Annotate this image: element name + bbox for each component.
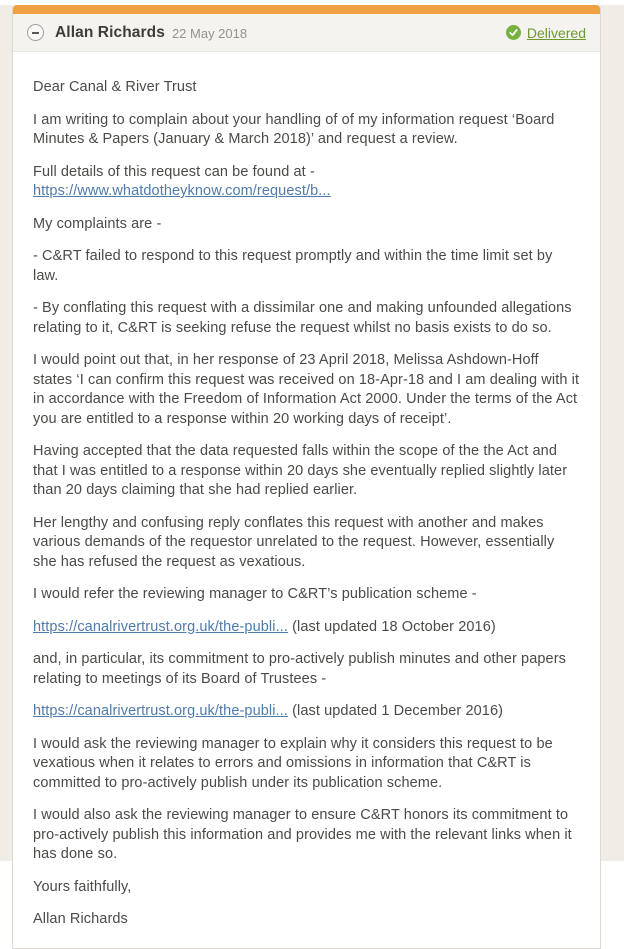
letter-paragraph bbox=[33, 111, 580, 150]
delivered-status-link[interactable]: Delivered bbox=[526, 24, 586, 41]
letter-paragraph bbox=[33, 514, 580, 573]
letter-text: - C&RT failed to respond to this request promptly and within the time limit set by law. bbox=[33, 248, 553, 284]
letter-paragraph bbox=[33, 585, 580, 605]
message-date: 22 May 2018 bbox=[171, 26, 248, 41]
letter-paragraph bbox=[33, 806, 580, 865]
letter-text: Yours faithfully, bbox=[33, 878, 132, 895]
letter-paragraph bbox=[33, 910, 580, 930]
letter-link[interactable]: https://canalrivertrust.org.uk/the-publi... bbox=[33, 618, 288, 635]
letter-paragraph bbox=[33, 618, 580, 638]
letter-paragraph bbox=[33, 702, 580, 722]
collapse-message-button[interactable] bbox=[27, 24, 44, 41]
letter-paragraph bbox=[33, 78, 580, 98]
letter-paragraph bbox=[33, 299, 580, 338]
message-accent-bar bbox=[13, 5, 600, 14]
letter-paragraph bbox=[33, 878, 580, 898]
letter-text: - By conflating this request with a dissimilar one and making unfounded allegations relating to it, C&RT is seeking refuse the request whilst no basis exists to do so. bbox=[33, 300, 572, 336]
minus-circle-icon bbox=[32, 32, 39, 34]
letter-text: I would refer the reviewing manager to C&RT’s publication scheme - bbox=[33, 586, 477, 602]
letter-text: Having accepted that the data requested falls within the scope of the the Act and that I was entitled to a response within 20 days she eventually replied slightly later than 20 days claiming that she had replied earlier. bbox=[33, 443, 568, 498]
letter-text: I am writing to complain about your handling of of my information request ‘Board Minutes & Papers (January & March 2018)’ and request a review. bbox=[33, 111, 555, 147]
letter-text: I would ask the reviewing manager to explain why it considers this request to be vexatious when it relates to errors and omissions in information that C&RT is committed to pro-actively publish under its publication scheme. bbox=[33, 735, 553, 791]
letter-link[interactable]: https://canalrivertrust.org.uk/the-publi... bbox=[33, 703, 288, 719]
letter-text: Full details of this request can be found at - bbox=[33, 163, 315, 180]
message-header bbox=[13, 14, 600, 52]
letter-text: Her lengthy and confusing reply conflates this request with another and makes various demands of the requestor unrelated to the request. However, essentially she has refused the request as vexatious. bbox=[33, 514, 555, 570]
letter-text: My complaints are - bbox=[33, 215, 162, 232]
letter-link[interactable]: https://www.whatdotheyknow.com/request/b... bbox=[33, 183, 331, 199]
letter-body bbox=[13, 52, 600, 948]
author-name: Allan Richards bbox=[55, 23, 165, 41]
page-background bbox=[0, 5, 624, 927]
letter-text: Allan Richards bbox=[33, 911, 128, 927]
letter-text: I would point out that, in her response of 23 April 2018, Melissa Ashdown-Hoff states ‘I can confirm this request was received on 18-Apr-18 and I am dealing with it in accordance with the Freedom of Information Act 2000. Under the terms of the Act you are entitled to a response within 20 working days of receipt’. bbox=[33, 352, 580, 427]
letter-paragraph bbox=[33, 215, 580, 235]
letter-paragraph bbox=[33, 247, 580, 286]
letter-paragraph bbox=[33, 351, 580, 429]
letter-text: Dear Canal & River Trust bbox=[33, 79, 197, 95]
letter-text: I would also ask the reviewing manager to ensure C&RT honors its commitment to pro-actively publish this information and provides me with the relevant links when it has done so. bbox=[33, 807, 572, 862]
letter-text: and, in particular, its commitment to pro-actively publish minutes and other papers relating to meetings of its Board of Trustees - bbox=[33, 651, 566, 687]
letter-paragraph bbox=[33, 163, 580, 202]
letter-text: (last updated 18 October 2016) bbox=[287, 618, 496, 635]
letter-paragraph bbox=[33, 442, 580, 501]
message-card bbox=[12, 5, 601, 949]
letter-paragraph bbox=[33, 650, 580, 689]
letter-text: (last updated 1 December 2016) bbox=[287, 703, 504, 719]
letter-paragraph bbox=[33, 735, 580, 794]
check-circle-icon bbox=[506, 25, 521, 40]
